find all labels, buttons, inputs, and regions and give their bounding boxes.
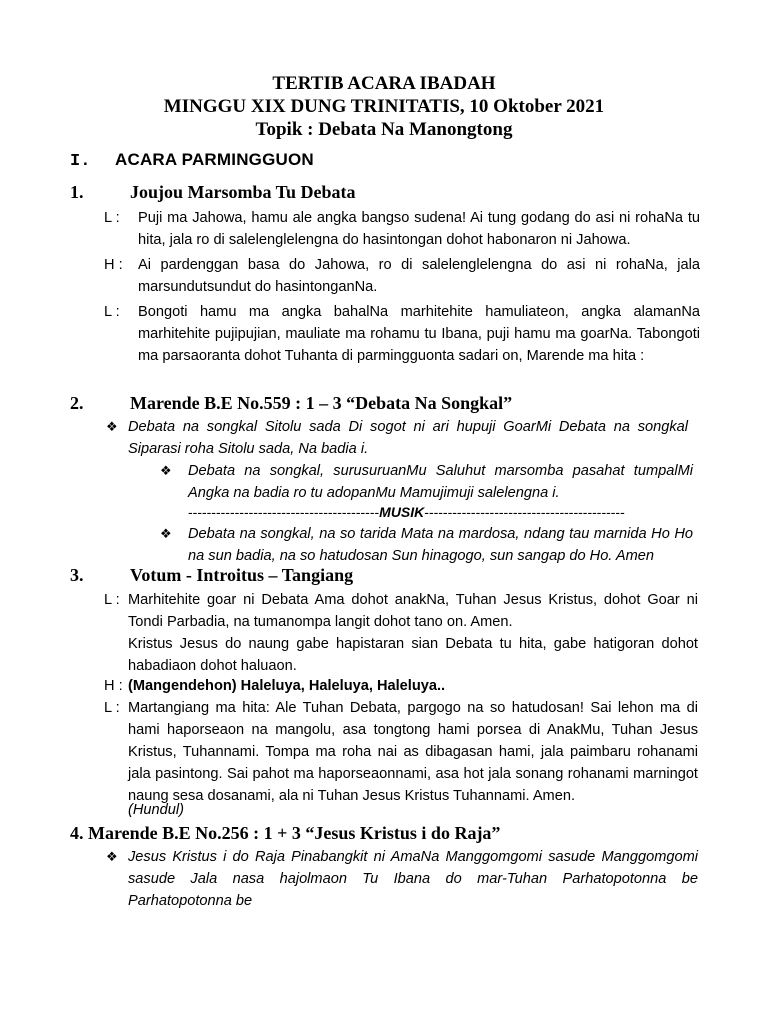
document-topic: Topik : Debata Na Manongtong: [255, 119, 513, 140]
part-2-number: 2.: [70, 393, 84, 413]
liturgy-text: Martangiang ma hita: Ale Tuhan Debata, pargogo na so hatudosan! Sai lehon ma di hami haporseaon na mangolu, asa tongtong hami porsea di AnakMu, Tuhan Jesus Kristus, Tuhannami. Tompa ma roha nai as dibagasan hami, jala paimbaru rohanami jala pasintong. Sai pahot ma haporseaonnami, asa hot jala sonang rohanami marningot naung sesa dosanami, ala ni Tuhan Jesus Kristus Tuhannami. Amen.: [128, 700, 698, 804]
section-title: ACARA PARMINGGUON: [115, 150, 314, 169]
hymn-verse: Debata na songkal, na so tarida Mata na mardosa, ndang tau marnida Ho Ho na sun badia, na so hatudosan Sun hinagogo, sun sangap do Ho. Amen: [188, 526, 693, 564]
liturgy-text: Marhitehite goar ni Debata Ama dohot anakNa, Tuhan Jesus Kristus, dohot Goar ni Tondi Parbadia, na tumanompa langit dohot tano on. Amen.: [128, 592, 698, 630]
speaker-label: H :: [104, 678, 123, 694]
speaker-label: L :: [104, 700, 120, 716]
divider-dashes: -----------------------------------------: [188, 504, 380, 520]
divider-dashes: -------------------------------------------: [424, 504, 625, 520]
liturgy-text: Puji ma Jahowa, hamu ale angka bangso sudena! Ai tung godang do asi ni rohaNa tu hita, jala ro di salelenglelengna do hasintongan dohot habonaron ni Jahowa.: [138, 210, 700, 248]
hymn-verse: Jesus Kristus i do Raja Pinabangkit ni AmaNa Manggomgomi sasude Manggomgomi sasude Jala nasa hajolmaon Tu Ibana do mar-Tuhan Parhatopotonna be Parhatopotonna be: [128, 849, 698, 909]
document-subtitle: MINGGU XIX DUNG TRINITATIS, 10 Oktober 2021: [163, 96, 605, 117]
speaker-label: L :: [104, 304, 120, 320]
liturgy-note: (Hundul): [128, 802, 184, 818]
part-1-heading: Joujou Marsomba Tu Debata: [130, 182, 356, 202]
part-1-number: 1.: [70, 182, 84, 202]
hymn-verse: Debata na songkal, surusuruanMu Saluhut marsomba pasahat tumpalMi Angka na badia ro tu adopanMu Mamujimuji salelengna i.: [188, 463, 693, 501]
section-marker: I.: [70, 152, 91, 171]
speaker-label: L :: [104, 210, 120, 226]
hymn-verse: Debata na songkal Sitolu sada Di sogot ni ari hupuji GoarMi Debata na songkal Siparasi roha Sitolu sada, Na badia i.: [128, 419, 688, 457]
liturgy-text: Ai pardenggan basa do Jahowa, ro di salelenglelengna do asi ni rohaNa, jala marsundutsundut do hasintonganNa.: [138, 257, 700, 295]
diamond-bullet-icon: ❖: [106, 849, 118, 864]
speaker-label: H :: [104, 257, 123, 273]
diamond-bullet-icon: ❖: [160, 526, 172, 541]
liturgy-text: Bongoti hamu ma angka bahalNa marhitehite hamuliateon, angka alamanNa marhitehite pujipujian, mauliate ma rohamu tu Ibana, puji hamu ma goarNa. Tabongoti ma parsaoranta dohot Tuhanta di parmingguonta sadari on, Marende ma hita :: [138, 304, 700, 364]
diamond-bullet-icon: ❖: [106, 419, 118, 434]
musik-divider: [188, 501, 625, 523]
musik-label: MUSIK: [379, 504, 425, 520]
part-2-heading: Marende B.E No.559 : 1 – 3 “Debata Na Songkal”: [130, 393, 513, 413]
diamond-bullet-icon: ❖: [160, 463, 172, 478]
part-3-number: 3.: [70, 565, 84, 585]
document-title: TERTIB ACARA IBADAH: [272, 73, 496, 94]
part-3-heading: Votum - Introitus – Tangiang: [130, 565, 354, 585]
liturgy-text: Kristus Jesus do naung gabe hapistaran sian Debata tu hita, gabe hatigoran dohot habadiaon dohot haluaon.: [128, 636, 698, 674]
speaker-label: L :: [104, 592, 120, 608]
part-4-heading: 4. Marende B.E No.256 : 1 + 3 “Jesus Kristus i do Raja”: [70, 823, 501, 843]
congregation-response: (Mangendehon) Haleluya, Haleluya, Haleluya..: [128, 678, 446, 694]
